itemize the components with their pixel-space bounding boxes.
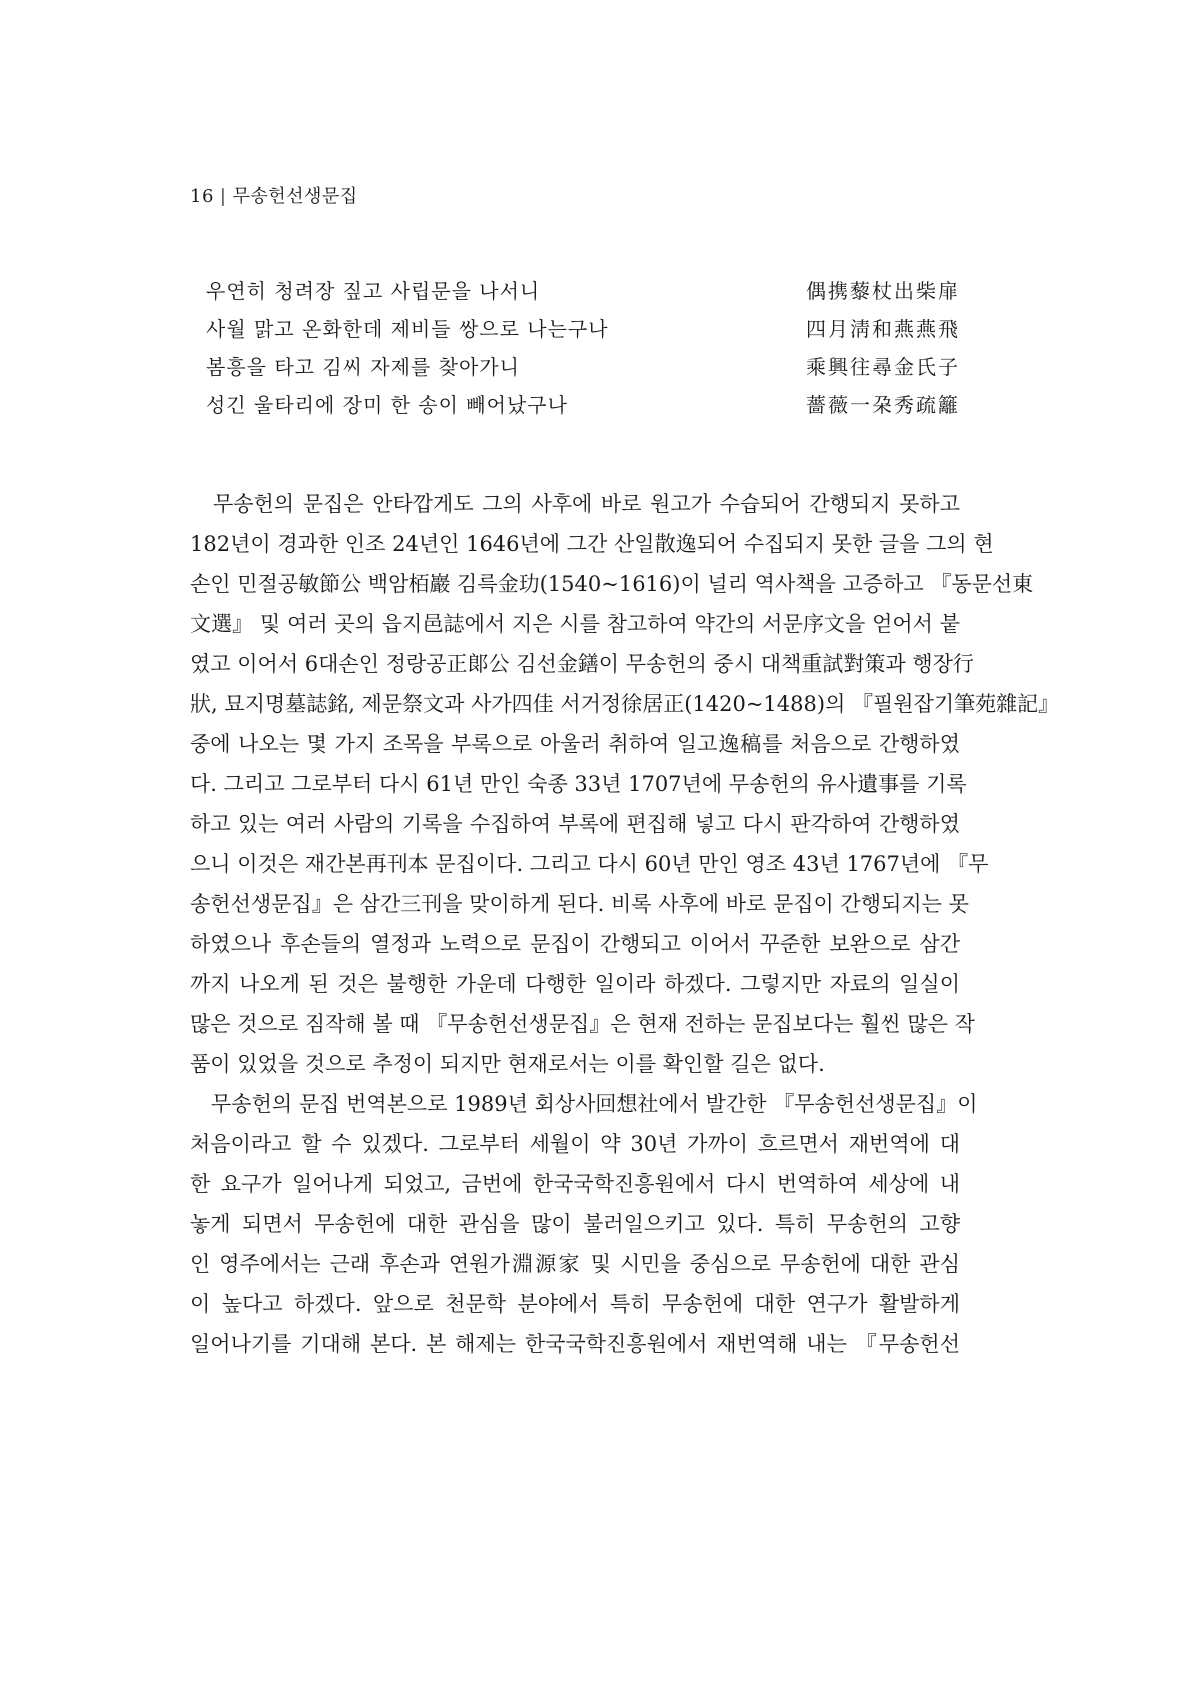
text-line: 하였으나 후손들의 열정과 노력으로 문집이 간행되고 이어서 꾸준한 보완으로 삼간: [190, 932, 960, 956]
text-line: 무송헌의 문집 번역본으로 1989년 회상사回想社에서 발간한 『무송헌선생문집』이: [190, 1092, 978, 1116]
book-title: 무송헌선생문집: [232, 186, 358, 207]
poem-block: [206, 272, 960, 424]
poem-korean: 우연히 청려장 짚고 사립문을 나서니: [206, 279, 541, 303]
text-line: 손인 민절공敏節公 백암栢巖 김륵金玏(1540~1616)이 널리 역사책을 고증하고 『동문선東: [190, 572, 1034, 596]
text-line: 다. 그리고 그로부터 다시 61년 만인 숙종 33년 1707년에 무송헌의 유사遺事를 기록: [190, 772, 967, 796]
text-line: 무송헌의 문집은 안타깝게도 그의 사후에 바로 원고가 수습되어 간행되지 못하고: [190, 492, 960, 516]
text-line: 중에 나오는 몇 가지 조목을 부록으로 아울러 취하여 일고逸稿를 처음으로 간행하였: [190, 732, 960, 756]
poem-hanja: 偶携藜杖出柴扉: [806, 279, 960, 303]
text-line: 였고 이어서 6대손인 정랑공正郞公 김선金鐥이 무송헌의 중시 대책重試對策과 행장行: [190, 652, 974, 676]
poem-line: [206, 386, 960, 424]
page-number: 16: [190, 186, 214, 207]
text-line: 이 높다고 하겠다. 앞으로 천문학 분야에서 특히 무송헌에 대한 연구가 활발하게: [190, 1292, 960, 1316]
text-line: 품이 있었을 것으로 추정이 되지만 현재로서는 이를 확인할 길은 없다.: [190, 1052, 825, 1076]
text-line: 송헌선생문집』은 삼간三刊을 맞이하게 된다. 비록 사후에 바로 문집이 간행되지는 못: [190, 892, 969, 916]
poem-line: [206, 348, 960, 386]
text-line: 일어나기를 기대해 본다. 본 해제는 한국국학진흥원에서 재번역해 내는 『무송헌선: [190, 1332, 960, 1356]
poem-hanja: 薔薇一朶秀疏籬: [806, 393, 960, 417]
paragraph: [190, 484, 1060, 1084]
running-header: [190, 182, 358, 208]
poem-korean: 사월 맑고 온화한데 제비들 쌍으로 나는구나: [206, 317, 609, 341]
text-line: 까지 나오게 된 것은 불행한 가운데 다행한 일이라 하겠다. 그렇지만 자료의 일실이: [190, 972, 960, 996]
text-line: 인 영주에서는 근래 후손과 연원가淵源家 및 시민을 중심으로 무송헌에 대한 관심: [190, 1252, 960, 1276]
poem-korean: 성긴 울타리에 장미 한 송이 빼어났구나: [206, 393, 568, 417]
text-line: 文選』 및 여러 곳의 읍지邑誌에서 지은 시를 참고하여 약간의 서문序文을 얻어서 붙: [190, 612, 960, 636]
text-line: 하고 있는 여러 사람의 기록을 수집하여 부록에 편집해 넣고 다시 판각하여 간행하였: [190, 812, 960, 836]
header-separator: |: [219, 186, 227, 207]
text-line: 182년이 경과한 인조 24년인 1646년에 그간 산일散逸되어 수집되지 못한 글을 그의 현: [190, 532, 994, 556]
text-line: 狀, 묘지명墓誌銘, 제문祭文과 사가四佳 서거정徐居正(1420~1488)의 『필원잡기筆苑雜記』: [190, 692, 1060, 716]
paragraph: [190, 1084, 978, 1364]
poem-hanja: 乘興往尋金氏子: [806, 355, 960, 379]
text-line: 많은 것으로 짐작해 볼 때 『무송헌선생문집』은 현재 전하는 문집보다는 훨씬 많은 작: [190, 1012, 975, 1036]
text-line: 놓게 되면서 무송헌에 대한 관심을 많이 불러일으키고 있다. 특히 무송헌의 고향: [190, 1212, 960, 1236]
poem-korean: 봄흥을 타고 김씨 자제를 찾아가니: [206, 355, 520, 379]
text-line: 으니 이것은 재간본再刊本 문집이다. 그리고 다시 60년 만인 영조 43년 1767년에 『무: [190, 852, 989, 876]
poem-line: [206, 310, 960, 348]
body-text: [190, 484, 1060, 1364]
text-line: 처음이라고 할 수 있겠다. 그로부터 세월이 약 30년 가까이 흐르면서 재번역에 대: [190, 1132, 960, 1156]
poem-line: [206, 272, 960, 310]
text-line: 한 요구가 일어나게 되었고, 금번에 한국국학진흥원에서 다시 번역하여 세상에 내: [190, 1172, 960, 1196]
poem-hanja: 四月淸和燕燕飛: [806, 317, 960, 341]
